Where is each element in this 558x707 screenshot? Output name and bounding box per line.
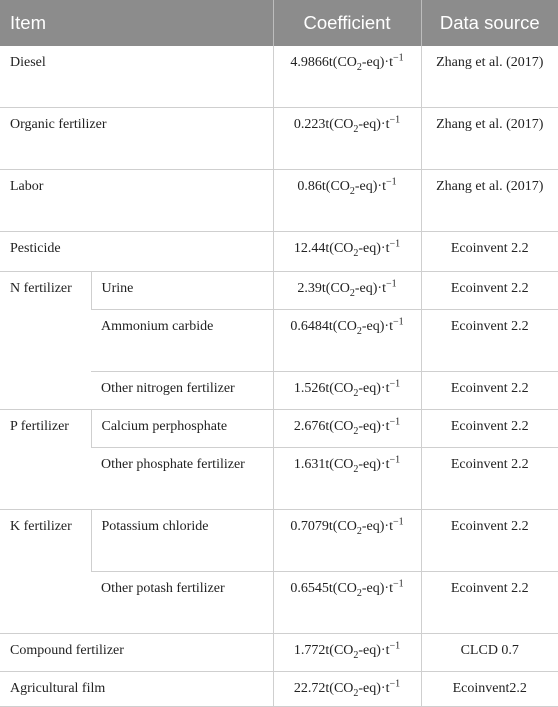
header-coefficient: Coefficient [273,0,421,46]
coefficient-cell: $22.72t(CO_2-eq)\cdot t^{-1}$ [273,672,421,707]
source-cell: Ecoinvent 2.2 [421,448,558,510]
item-cell: Agricultural film [0,672,273,707]
table-row [0,232,558,272]
header-item: Item [0,0,273,46]
source-cell: Ecoinvent 2.2 [421,272,558,310]
coefficient-cell: $0.6545t(CO_2-eq)\cdot t^{-1}$ [273,572,421,634]
coefficient-cell: $12.44t(CO_2-eq)\cdot t^{-1}$ [273,232,421,272]
table-row [0,634,558,672]
header-row [0,0,558,46]
table-row [0,672,558,707]
table-row [0,46,558,108]
table-row [0,108,558,170]
coefficient-cell: $4.9866t(CO_2-eq)\cdot t^{-1}$ [273,46,421,108]
coefficient-cell: $0.7079t(CO_2-eq)\cdot t^{-1}$ [273,510,421,572]
table-row [0,410,558,448]
source-cell: Zhang et al. (2017) [421,46,558,108]
group-cell-p: P fertilizer [0,410,91,510]
item-cell: Compound fertilizer [0,634,273,672]
table-row [0,272,558,310]
source-cell: Ecoinvent 2.2 [421,572,558,634]
coefficient-cell: $0.6484t(CO_2-eq)\cdot t^{-1}$ [273,310,421,372]
source-cell: Zhang et al. (2017) [421,108,558,170]
group-cell-k: K fertilizer [0,510,91,634]
table-row [0,170,558,232]
item-cell: Organic fertilizer [0,108,273,170]
source-cell: Ecoinvent2.2 [421,672,558,707]
coefficient-cell: $2.676t(CO_2-eq)\cdot t^{-1}$ [273,410,421,448]
coefficient-cell: $1.631t(CO_2-eq)\cdot t^{-1}$ [273,448,421,510]
item-cell: Pesticide [0,232,273,272]
coefficient-cell: $0.223t(CO_2-eq)\cdot t^{-1}$ [273,108,421,170]
source-cell: CLCD 0.7 [421,634,558,672]
subitem-cell: Urine [91,272,273,310]
subitem-cell: Calcium perphosphate [91,410,273,448]
source-cell: Ecoinvent 2.2 [421,410,558,448]
table-row [0,510,558,572]
source-cell: Ecoinvent 2.2 [421,510,558,572]
coefficient-cell: $0.86t(CO_2-eq)\cdot t^{-1}$ [273,170,421,232]
item-cell: Diesel [0,46,273,108]
subitem-cell: Ammonium carbide [91,310,273,372]
group-cell-n: N fertilizer [0,272,91,410]
source-cell: Ecoinvent 2.2 [421,372,558,410]
source-cell: Ecoinvent 2.2 [421,310,558,372]
source-cell: Ecoinvent 2.2 [421,232,558,272]
coefficient-cell: $1.526t(CO_2-eq)\cdot t^{-1}$ [273,372,421,410]
subitem-cell: Other phosphate fertilizer [91,448,273,510]
subitem-cell: Other nitrogen fertilizer [91,372,273,410]
coefficient-cell: $2.39t(CO_2-eq)\cdot t^{-1}$ [273,272,421,310]
item-cell: Labor [0,170,273,232]
coefficient-cell: $1.772t(CO_2-eq)\cdot t^{-1}$ [273,634,421,672]
subitem-cell: Potassium chloride [91,510,273,572]
source-cell: Zhang et al. (2017) [421,170,558,232]
subitem-cell: Other potash fertilizer [91,572,273,634]
header-source: Data source [421,0,558,46]
